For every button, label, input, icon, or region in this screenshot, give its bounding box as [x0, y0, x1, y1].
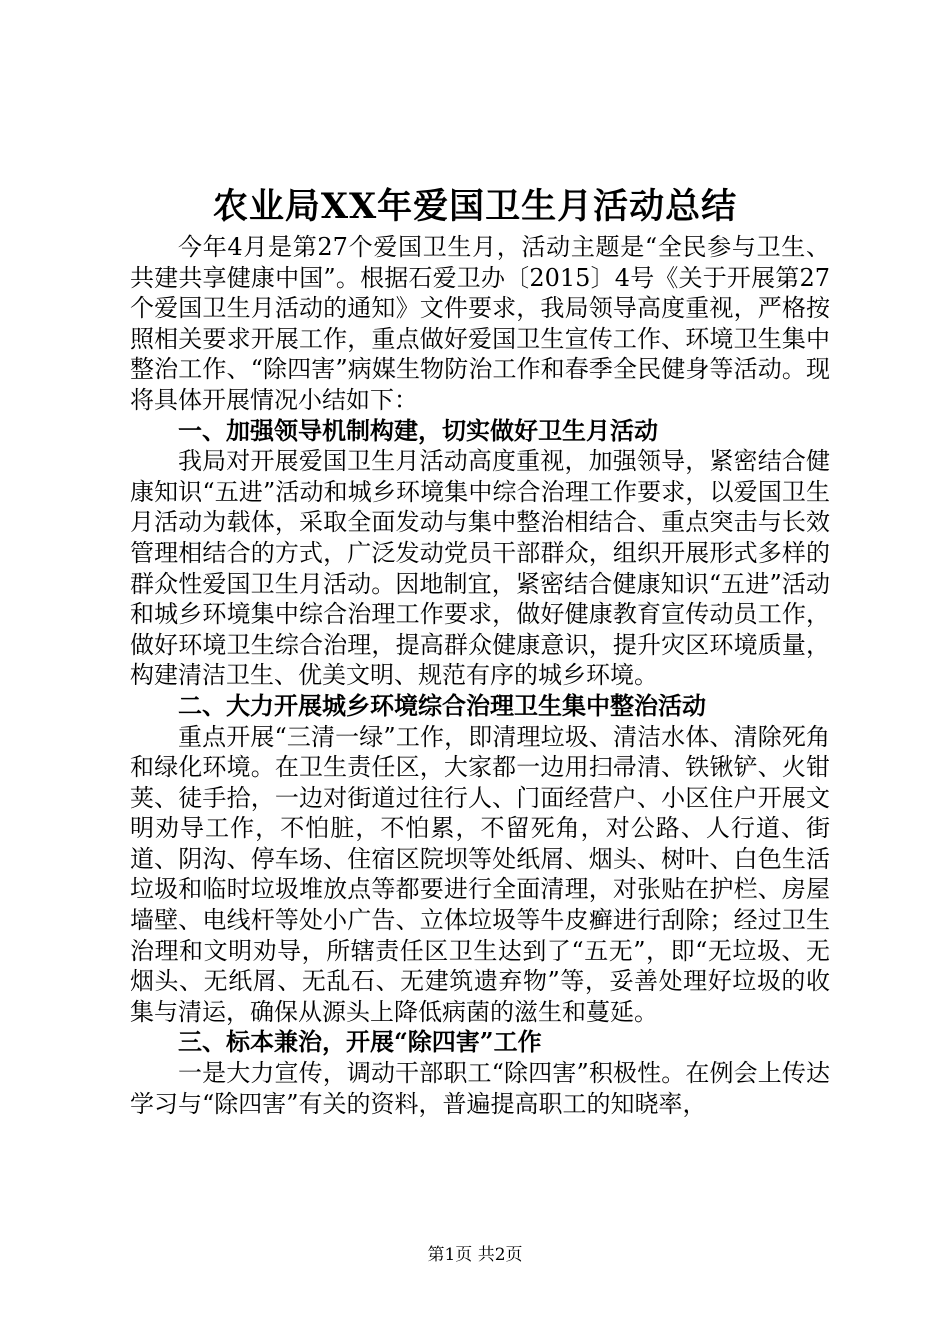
section-paragraph-2: 重点开展“三清一绿”工作，即清理垃圾、清洁水体、清除死角和绿化环境。在卫生责任区，大家都一边用扫帚清、铁锹铲、火钳荚、徒手拾，一边对街道过往行人、门面经营户、小区住户开展文明劝导工作，不怕脏，不怕累，不留死角，对公路、人行道、街道、阴沟、停车场、住宿区院坝等处纸屑、烟头、树叶、白色生活垃圾和临时垃圾堆放点等都要进行全面清理，对张贴在护栏、房屋墙壁、电线杆等处小广告、立体垃圾等牛皮癣进行刮除；经过卫生治理和文明劝导，所辖责任区卫生达到了“五无”，即“无垃圾、无烟头、无纸屑、无乱石、无建筑遗弃物”等，妥善处理好垃圾的收集与清运，确保从源头上降低病菌的滋生和蔓延。 [130, 722, 830, 1026]
page-footer: 第1页 共2页 [427, 1245, 523, 1265]
section-heading-2: 二、大力开展城乡环境综合治理卫生集中整治活动 [178, 690, 706, 720]
intro-paragraph: 今年4月是第27个爱国卫生月，活动主题是“全民参与卫生、共建共享健康中国”。根据石爱卫办〔2015〕4号《关于开展第27个爱国卫生月活动的通知》文件要求，我局领导高度重视，严格按照相关要求开展工作，重点做好爱国卫生宣传工作、环境卫生集中整治工作、“除四害”病媒生物防治工作和春季全民健身等活动。现将具体开展情况小结如下： [130, 233, 830, 414]
section-paragraph-3: 一是大力宣传，调动干部职工“除四害”积极性。在例会上传达学习与“除四害”有关的资料，普遍提高职工的知晓率， [130, 1059, 830, 1118]
document-body [130, 232, 830, 1119]
section-paragraph-1: 我局对开展爱国卫生月活动高度重视，加强领导，紧密结合健康知识“五进”活动和城乡环境集中综合治理工作要求，以爱国卫生月活动为载体，采取全面发动与集中整治相结合、重点突击与长效管理相结合的方式，广泛发动党员干部群众，组织开展形式多样的群众性爱国卫生月活动。因地制宜，紧密结合健康知识“五进”活动和城乡环境集中综合治理工作要求，做好健康教育宣传动员工作，做好环境卫生综合治理，提高群众健康意识，提升灾区环境质量，构建清洁卫生、优美文明、规范有序的城乡环境。 [130, 447, 830, 690]
document-title: 农业局XX年爱国卫生月活动总结 [212, 186, 738, 227]
section-heading-1: 一、加强领导机制构建，切实做好卫生月活动 [178, 415, 658, 445]
section-heading-3: 三、标本兼治，开展“除四害”工作 [178, 1027, 542, 1057]
